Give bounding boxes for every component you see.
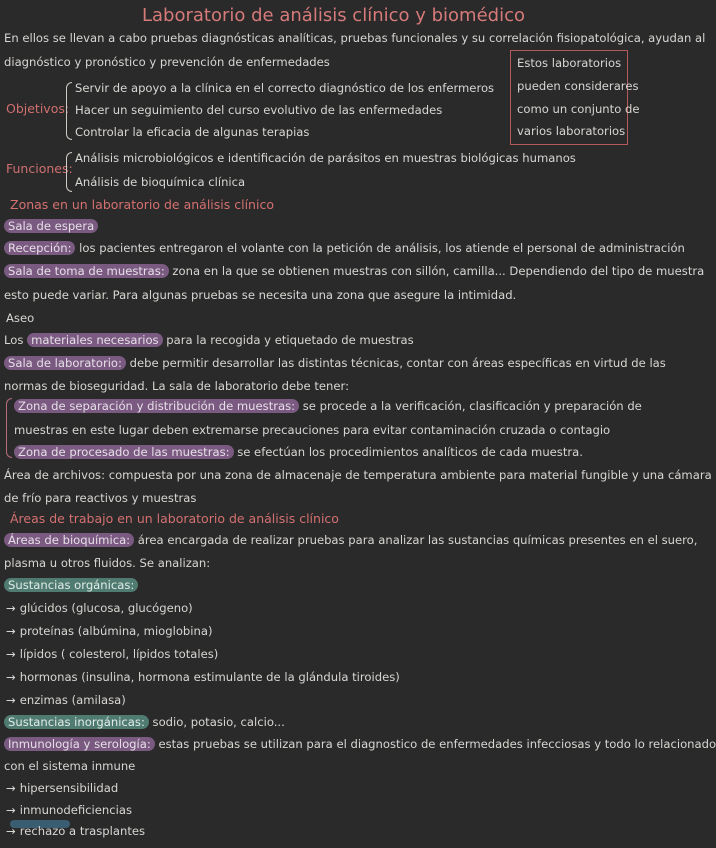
inmunologia-line: [4, 738, 716, 751]
archivos-line-1: Área de archivos: compuesta por una zona de almacenaje de temperatura ambiente para material fungible y una cámara: [4, 468, 712, 482]
arrow-right-icon: →: [6, 670, 16, 684]
intro-line-1: En ellos se llevan a cabo pruebas diagnósticas analíticas, pruebas funcionales y su correlación fisiopatológica, ayudan al: [4, 31, 706, 45]
arrow-right-icon: →: [6, 624, 16, 638]
materiales-text: para la recogida y etiquetado de muestras: [162, 333, 414, 347]
sala-lab-line: [4, 357, 666, 370]
objetivo-item: Controlar la eficacia de algunas terapias: [75, 125, 310, 139]
recepcion-text: los pacientes entregaron el volante con la petición de análisis, los atiende el personal de administración: [75, 241, 685, 255]
recepcion-highlight: Recepción:: [4, 241, 75, 255]
organica-item: [6, 602, 193, 615]
sala-lab-text: debe permitir desarrollar las distintas técnicas, contar con áreas específicas en virtud de las: [125, 356, 666, 370]
arrow-right-icon: →: [6, 647, 16, 661]
procesado-highlight: Zona de procesado de las muestras:: [14, 445, 234, 459]
procesado-line: [14, 446, 583, 459]
side-note-line: como un conjunto de: [517, 102, 640, 116]
arrow-right-icon: →: [6, 824, 16, 838]
materiales-highlight: materiales necesarios: [27, 333, 163, 347]
areas-heading: Áreas de trabajo en un laboratorio de análisis clínico: [10, 511, 339, 526]
intro-line-2: diagnóstico y pronóstico y prevención de enfermedades: [4, 55, 330, 69]
organica-item-text: proteínas (albúmina, mioglobina): [19, 624, 213, 638]
toma-line: [4, 265, 704, 278]
organica-item: [6, 694, 126, 707]
sala-lab-brace: [6, 398, 12, 458]
bioquimica-line-2: plasma u otros fluidos. Se analizan:: [4, 556, 211, 570]
organica-item-text: hormonas (insulina, hormona estimulante de la glándula tiroides): [19, 670, 400, 684]
inmuno-item: [6, 782, 118, 795]
inmunologia-line-2: con el sistema inmune: [4, 759, 136, 773]
inmunologia-text: estas pruebas se utilizan para el diagnostico de enfermedades infecciosas y todo lo relacionado: [154, 737, 716, 751]
inorganicas-line: [4, 716, 285, 729]
objetivo-item: Hacer un seguimiento del curso evolutivo de las enfermedades: [75, 103, 443, 117]
separacion-text: se procede a la verificación, clasificación y preparación de: [299, 399, 642, 413]
sala-lab-line-2: normas de bioseguridad. La sala de laboratorio debe tener:: [4, 379, 349, 393]
page-title: Laboratorio de análisis clínico y biomédico: [142, 5, 526, 26]
bioquimica-line: [4, 534, 697, 547]
side-note-line: varios laboratorios: [517, 124, 626, 138]
inmuno-item-text: rechazo a trasplantes: [19, 824, 146, 838]
organica-item: [6, 648, 218, 661]
separacion-line-2: muestras en este lugar deben extremarse precauciones para evitar contaminación cruzada o contagio: [14, 423, 611, 437]
materiales-line: [4, 334, 414, 347]
arrow-right-icon: →: [6, 693, 16, 707]
side-note-line: pueden considerares: [517, 79, 639, 93]
aseo-line: Aseo: [6, 311, 35, 325]
arrow-right-icon: →: [6, 601, 16, 615]
toma-highlight: Sala de toma de muestras:: [4, 264, 169, 278]
bioquimica-text: área encargada de realizar pruebas para analizar las sustancias químicas presentes en el suero,: [134, 533, 698, 547]
archivos-line-2: de frío para reactivos y muestras: [4, 491, 197, 505]
inorganicas-text: sodio, potasio, calcio...: [148, 715, 285, 729]
sala-espera-highlight: Sala de espera: [4, 219, 98, 233]
inmuno-item-text: inmunodeficiencias: [19, 803, 132, 817]
materiales-prefix: Los: [4, 333, 28, 347]
organica-item: [6, 625, 213, 638]
organica-item: [6, 671, 400, 684]
toma-text: zona en la que se obtienen muestras con sillón, camilla... Dependiendo del tipo de muestra: [168, 264, 705, 278]
toma-line-2: esto puede variar. Para algunas pruebas se necesita una zona que asegure la intimidad.: [4, 288, 517, 302]
sala-lab-highlight: Sala de laboratorio:: [4, 356, 126, 370]
inmuno-item: [6, 804, 132, 817]
inmuno-item-text: hipersensibilidad: [19, 781, 119, 795]
arrow-right-icon: →: [6, 781, 16, 795]
organicas-highlight: Sustancias orgánicas:: [4, 578, 138, 592]
organica-item-text: glúcidos (glucosa, glucógeno): [19, 601, 193, 615]
procesado-text: se efectúan los procedimientos analíticos de cada muestra.: [233, 445, 583, 459]
zonas-heading: Zonas en un laboratorio de análisis clínico: [10, 197, 274, 212]
inmunologia-highlight: Inmunología y serología:: [4, 737, 155, 751]
inorganicas-highlight: Sustancias inorgánicas:: [4, 715, 149, 729]
arrow-right-icon: →: [6, 803, 16, 817]
funciones-label: Funciones:: [6, 161, 73, 176]
funcion-item: Análisis de bioquímica clínica: [75, 175, 246, 189]
organica-item-text: lípidos ( colesterol, lípidos totales): [19, 647, 219, 661]
side-note-line: Estos laboratorios: [517, 56, 622, 70]
separacion-highlight: Zona de separación y distribución de muestras:: [14, 399, 299, 413]
funciones-brace: [66, 152, 72, 192]
recepcion-line: [4, 242, 685, 255]
separacion-line: [14, 400, 642, 413]
objetivo-item: Servir de apoyo a la clínica en el correcto diagnóstico de los enfermeros: [75, 81, 495, 95]
organica-item-text: enzimas (amilasa): [19, 693, 126, 707]
inmuno-item: [6, 825, 145, 838]
side-note-box: [510, 50, 640, 145]
funcion-item: Análisis microbiológicos e identificación de parásitos en muestras biológicas humanos: [75, 151, 576, 165]
bioquimica-highlight: Áreas de bioquímica:: [4, 533, 134, 547]
objetivos-label: Objetivos:: [6, 101, 70, 116]
objetivos-brace: [66, 82, 72, 140]
